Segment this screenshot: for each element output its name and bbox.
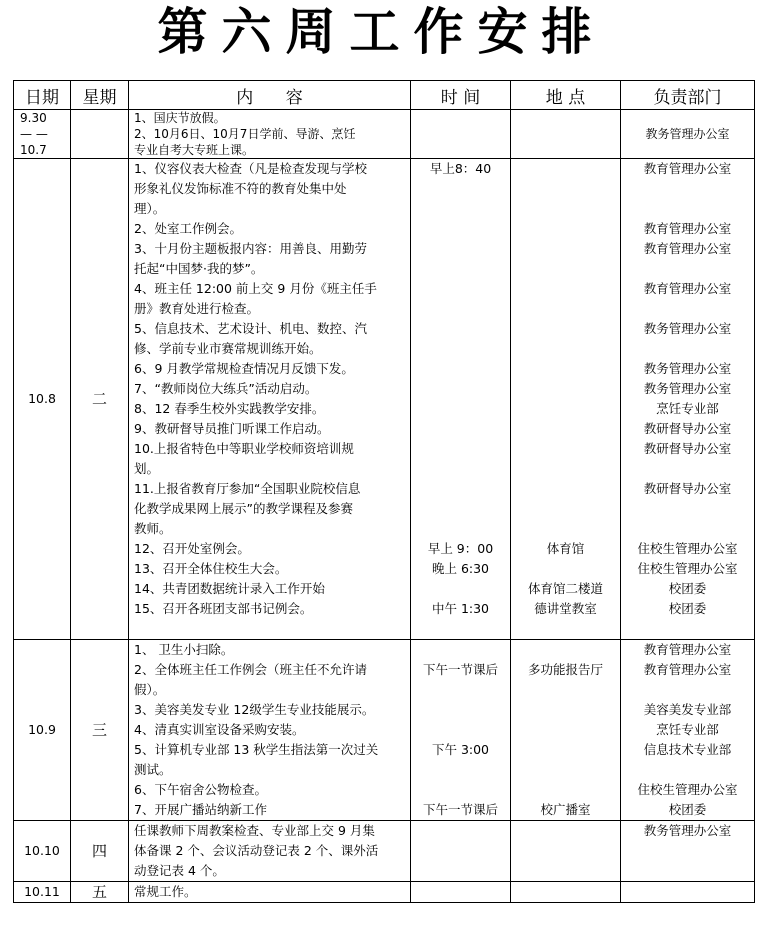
cell-date: 10.8 [14,159,71,640]
cell-dept-line: 教研督导办公室 [643,441,732,456]
date-line: 9.30 [20,111,47,125]
header-dept: 负责部门 [621,81,755,110]
cell-content-line: 3、美容美发专业 12级学生专业技能展示。 [134,702,375,717]
cell-dept-line: 教务管理办公室 [643,823,732,838]
cell-place-line [511,640,620,660]
cell-dept-line: 住校生管理办公室 [637,561,738,576]
table-row [14,110,755,159]
cell-time-line: 下午一节课后 [422,662,498,677]
cell-place-line [511,479,620,499]
cell-dept-line: 美容美发专业部 [643,702,732,717]
cell-content-line: 2、10月6日、10月7日学前、导游、烹饪 [134,127,356,141]
cell-dept [621,882,755,903]
cell-content-line: 动登记表 4 个。 [134,863,225,878]
cell-place-line: 体育馆二楼道 [527,581,603,596]
cell-dept-line: 教育管理办公室 [643,161,732,176]
cell-dept-line: 烹饪专业部 [656,722,719,737]
cell-place-line [511,142,620,158]
cell-time-line: 中午 1:30 [431,601,490,616]
cell-dept [621,821,755,882]
cell-weekday: 五 [71,882,129,903]
cell-time-line [411,199,510,219]
cell-content-line: 教师。 [134,521,172,536]
cell-content-line: 1、国庆节放假。 [134,111,226,125]
cell-time-line [411,179,510,199]
cell-time-line [411,379,510,399]
cell-time-line [411,299,510,319]
cell-content-line: 7、开展广播站纳新工作 [134,802,267,817]
cell-time-line [411,319,510,339]
cell-content-line: 化教学成果网上展示”的教学课程及参赛 [134,501,353,516]
cell-time-line [411,126,510,142]
cell-place-line [511,740,620,760]
cell-content-line: 14、共青团数据统计录入工作开始 [134,581,325,596]
cell-place-line [511,519,620,539]
cell-time-line [411,579,510,599]
cell-dept-line [621,259,754,279]
cell-weekday: 四 [71,821,129,882]
cell-dept-line [621,619,754,639]
cell-time-line [411,760,510,780]
cell-content-line: 修、学前专业市赛常规训练开始。 [134,341,322,356]
cell-place [511,110,621,159]
cell-dept-line [621,519,754,539]
cell-content-line: 专业自考大专班上课。 [134,143,255,157]
cell-time-line [411,259,510,279]
cell-time [411,110,511,159]
header-place: 地 点 [511,81,621,110]
cell-content-line: 11.上报省教育厅参加“全国职业院校信息 [134,481,361,496]
cell-time-line [411,219,510,239]
cell-content-line: 1、 卫生小扫除。 [134,642,234,657]
cell-content-line: 形象礼仪发饰标准不符的教育处集中处 [134,181,347,196]
cell-place [511,882,621,903]
cell-place-line [511,199,620,219]
cell-place-line [511,179,620,199]
cell-time-line [411,239,510,259]
cell-dept-line [621,760,754,780]
cell-content-line: 1、仪容仪表大检查（凡是检查发现与学校 [134,161,367,176]
cell-place-line [511,861,620,881]
cell-place-line [511,379,620,399]
cell-content-line: 5、信息技术、艺术设计、机电、数控、汽 [134,321,367,336]
cell-place-line [511,680,620,700]
cell-place-line [511,399,620,419]
cell-time-line [411,861,510,881]
cell-time-line [411,499,510,519]
cell-time-line [411,459,510,479]
cell-date: 10.11 [14,882,71,903]
cell-content-line: 2、处室工作例会。 [134,221,242,236]
cell-dept-line: 教务管理办公室 [643,361,732,376]
cell-place-line [511,780,620,800]
cell-content-line: 3、十月份主题板报内容：用善良、用勤劳 [134,241,367,256]
cell-content-line: 9、教研督导员推门听课工作启动。 [134,421,330,436]
cell-place [511,821,621,882]
header-time: 时 间 [411,81,511,110]
cell-place-line [511,279,620,299]
cell-place-line: 体育馆 [546,541,585,556]
cell-weekday [71,110,129,159]
cell-dept-line [621,841,754,861]
cell-dept-line [621,179,754,199]
cell-dept-line [621,459,754,479]
table-row [14,159,755,640]
cell-time-line [411,439,510,459]
cell-time-line: 下午一节课后 [422,802,498,817]
cell-content-line: 划。 [134,461,160,476]
cell-dept-line [621,339,754,359]
cell-place-line [511,319,620,339]
date-line: — — [20,127,48,141]
cell-content [129,159,411,640]
cell-time [411,882,511,903]
cell-place-line: 校广播室 [540,802,591,817]
cell-content-line: 8、12 春季生校外实践教学安排。 [134,401,325,416]
cell-place-line [511,110,620,126]
cell-time-line [411,419,510,439]
cell-dept-line: 教务管理办公室 [643,381,732,396]
cell-content-line: 6、下午宿舍公物检查。 [134,782,267,797]
cell-dept-line: 住校生管理办公室 [637,782,738,797]
cell-content-line: 常规工作。 [134,884,197,899]
cell-dept [621,110,755,159]
cell-place-line [511,259,620,279]
cell-content-line: 册》教育处进行检查。 [134,301,260,316]
cell-place-line [511,720,620,740]
cell-dept-line: 教育管理办公室 [643,241,732,256]
cell-content-line: 理）。 [134,201,166,216]
cell-content-line: 12、召开处室例会。 [134,541,250,556]
cell-time-line [411,519,510,539]
cell-dept-line [621,110,754,126]
cell-time-line: 早上8：40 [429,161,492,176]
cell-dept-line: 校团委 [668,802,707,817]
cell-dept-line: 教研督导办公室 [643,421,732,436]
cell-time-line [411,780,510,800]
cell-place-line [511,299,620,319]
cell-date: 10.10 [14,821,71,882]
page-title: 第六周工作安排 [157,2,606,61]
cell-dept-line: 教育管理办公室 [643,642,732,657]
cell-place-line [511,159,620,179]
cell-time [411,159,511,640]
cell-time-line [411,359,510,379]
cell-time-line [411,339,510,359]
cell-content-line [129,619,410,639]
cell-dept-line: 校团委 [668,581,707,596]
cell-time-line: 晚上 6:30 [431,561,490,576]
table-row [14,821,755,882]
cell-place-line [511,882,620,902]
cell-dept-line: 教育管理办公室 [643,281,732,296]
cell-content [129,110,411,159]
cell-content-line: 2、全体班主任工作例会（班主任不允许请 [134,662,367,677]
header-content: 内 容 [129,81,411,110]
cell-content-line: 托起“中国梦·我的梦”。 [134,261,264,276]
cell-place-line [511,126,620,142]
header-date: 日期 [14,81,71,110]
cell-content-line: 15、召开各班团支部书记例会。 [134,601,313,616]
cell-date [14,110,71,159]
cell-time-line [411,841,510,861]
table-row [14,882,755,903]
cell-content [129,882,411,903]
cell-dept-line: 教务管理办公室 [645,127,730,141]
cell-place-line [511,841,620,861]
cell-date: 10.9 [14,640,71,821]
header-row [14,81,755,110]
cell-dept-line [621,299,754,319]
cell-place [511,640,621,821]
cell-place-line [511,821,620,841]
cell-place-line: 多功能报告厅 [527,662,603,677]
cell-time-line [411,700,510,720]
schedule-table [13,80,755,903]
cell-content-line: 测试。 [134,762,172,777]
cell-content-line: 7、“教师岗位大练兵”活动启动。 [134,381,318,396]
cell-time-line [411,882,510,902]
cell-dept-line [621,142,754,158]
cell-time [411,640,511,821]
cell-time-line: 下午 3:00 [431,742,490,757]
cell-time-line [411,619,510,639]
cell-dept-line [621,680,754,700]
cell-place-line [511,459,620,479]
cell-content [129,640,411,821]
cell-weekday: 三 [71,640,129,821]
cell-time-line [411,640,510,660]
cell-dept [621,159,755,640]
cell-time [411,821,511,882]
cell-place-line [511,700,620,720]
cell-dept-line [621,882,754,902]
cell-content-line: 4、清真实训室设备采购安装。 [134,722,305,737]
cell-place-line [511,760,620,780]
cell-dept-line [621,199,754,219]
cell-time-line [411,479,510,499]
cell-content-line: 任课教师下周教案检查、专业部上交 9 月集 [134,823,375,838]
cell-place-line [511,339,620,359]
header-weekday: 星期 [71,81,129,110]
cell-content-line: 10.上报省特色中等职业学校师资培训规 [134,441,354,456]
cell-dept-line: 教研督导办公室 [643,481,732,496]
cell-time-line [411,279,510,299]
cell-place-line [511,619,620,639]
cell-time-line [411,720,510,740]
cell-content-line: 4、班主任 12:00 前上交 9 月份《班主任手 [134,281,377,296]
cell-time-line [411,110,510,126]
cell-dept [621,640,755,821]
cell-place-line [511,559,620,579]
cell-content-line: 13、召开全体住校生大会。 [134,561,288,576]
cell-content [129,821,411,882]
cell-place-line [511,239,620,259]
cell-place [511,159,621,640]
cell-dept-line [621,499,754,519]
cell-time-line: 早上 9：00 [427,541,494,556]
cell-content-line: 6、9 月教学常规检查情况月反馈下发。 [134,361,354,376]
cell-content-line: 体备课 2 个、会议活动登记表 2 个、课外活 [134,843,379,858]
cell-dept-line: 教育管理办公室 [643,221,732,236]
cell-place-line [511,219,620,239]
cell-place-line [511,359,620,379]
cell-weekday: 二 [71,159,129,640]
cell-time-line [411,821,510,841]
table-row [14,640,755,821]
cell-time-line [411,142,510,158]
cell-dept-line: 信息技术专业部 [643,742,732,757]
cell-dept-line: 校团委 [668,601,707,616]
cell-place-line [511,439,620,459]
cell-content-line: 假）。 [134,682,166,697]
cell-dept-line [621,861,754,881]
cell-place-line [511,419,620,439]
cell-dept-line: 教育管理办公室 [643,662,732,677]
cell-dept-line: 住校生管理办公室 [637,541,738,556]
cell-place-line [511,499,620,519]
cell-time-line [411,680,510,700]
cell-place-line: 德讲堂教室 [534,601,597,616]
cell-dept-line: 烹饪专业部 [656,401,719,416]
cell-content-line: 5、计算机专业部 13 秋学生指法第一次过关 [134,742,379,757]
cell-dept-line: 教务管理办公室 [643,321,732,336]
cell-time-line [411,399,510,419]
date-line: 10.7 [20,143,47,157]
